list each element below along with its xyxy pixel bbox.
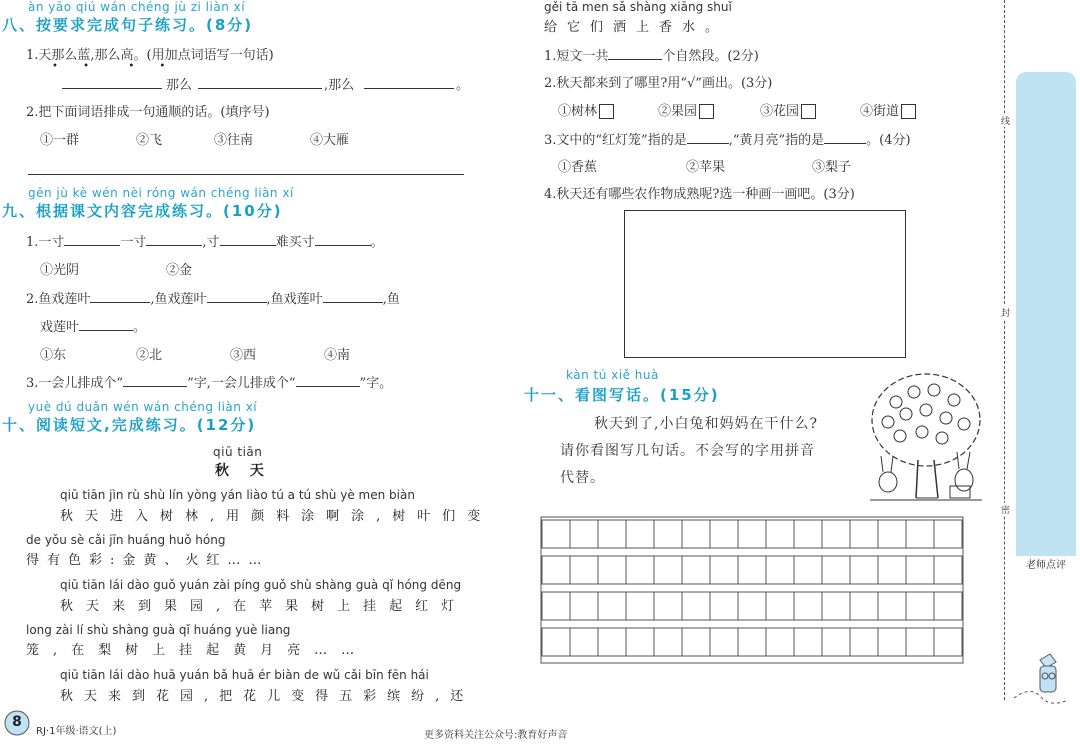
poem-line: 得有色彩:金黄、火红…… — [26, 553, 270, 568]
grid-cell[interactable] — [878, 628, 906, 656]
grid-cell[interactable] — [738, 520, 766, 548]
grid-cell[interactable] — [654, 592, 682, 620]
grid-cell[interactable] — [738, 628, 766, 656]
grid-cell[interactable] — [598, 556, 626, 584]
option: ①东 — [40, 348, 67, 363]
grid-cell[interactable] — [570, 592, 598, 620]
binding-cut-line — [1004, 0, 1005, 700]
grid-cell[interactable] — [682, 628, 710, 656]
grid-cell[interactable] — [654, 556, 682, 584]
option: ④南 — [324, 348, 351, 363]
grid-cell[interactable] — [626, 556, 654, 584]
grid-cell[interactable] — [598, 592, 626, 620]
grid-cell[interactable] — [906, 592, 934, 620]
s11-pinyin: kàn tú xiě huà — [566, 368, 659, 382]
grid-cell[interactable] — [850, 592, 878, 620]
s9-pinyin: gēn jù kè wén nèi róng wán chéng liàn xí — [28, 186, 294, 200]
footer-notice: 更多资料关注公众号:教育好声音 — [424, 730, 568, 741]
s9-q2: 2.鱼戏莲叶 ,鱼戏莲叶 ,鱼戏莲叶 ,鱼 — [26, 292, 400, 307]
grid-cell[interactable] — [878, 556, 906, 584]
grid-cell[interactable] — [766, 628, 794, 656]
poem-cont-pinyin: gěi tā men sǎ shàng xiāng shuǐ — [544, 0, 732, 14]
s9-title: 九、根据课文内容完成练习。(10分) — [2, 202, 283, 220]
poem-title-pinyin: qiū tiān — [213, 445, 263, 459]
s10-q4: 4.秋天还有哪些农作物成熟呢?选一种画一画吧。(3分) — [544, 187, 855, 202]
grid-cell[interactable] — [626, 520, 654, 548]
s8-pinyin: àn yāo qiú wán chéng jù zi liàn xí — [28, 0, 246, 14]
option: ②北 — [136, 348, 163, 363]
option: ①香蕉 — [558, 160, 598, 175]
s10-q1: 1.短文一共 个自然段。(2分) — [544, 49, 759, 64]
grid-cell[interactable] — [822, 592, 850, 620]
grid-cell[interactable] — [766, 520, 794, 548]
checkbox-option[interactable]: ④街道 — [860, 100, 916, 119]
grid-cell[interactable] — [542, 628, 570, 656]
book-label: RJ·1年级·语文(上) — [36, 726, 117, 737]
pencil-mascot-icon — [1010, 650, 1076, 712]
grid-cell[interactable] — [794, 556, 822, 584]
grid-cell[interactable] — [710, 592, 738, 620]
s8-q1-end: 。 — [456, 78, 470, 93]
drawing-box[interactable] — [624, 210, 906, 358]
s8-q1-mid2: ,那么 — [324, 78, 355, 93]
checkbox-option[interactable]: ②果园 — [658, 100, 714, 119]
option: ②飞 — [136, 133, 163, 148]
poem-line-pinyin: de yǒu sè cǎi jīn huáng huǒ hóng — [26, 533, 226, 547]
answer-line[interactable] — [28, 174, 464, 175]
answer-line[interactable] — [62, 88, 162, 89]
grid-cell[interactable] — [794, 628, 822, 656]
poem-line-pinyin: qiū tiān lái dào guǒ yuán zài píng guǒ shù shàng guà qǐ hóng dēng — [60, 578, 462, 592]
grid-cell[interactable] — [542, 520, 570, 548]
grid-cell[interactable] — [850, 628, 878, 656]
option: ④大雁 — [310, 133, 350, 148]
s10-q2: 2.秋天都来到了哪里?用“√”画出。(3分) — [544, 76, 773, 91]
grid-cell[interactable] — [934, 556, 962, 584]
emphasis-dots: • • • • — [52, 61, 177, 72]
option: ②金 — [166, 263, 193, 278]
grid-cell[interactable] — [654, 520, 682, 548]
poem-line-pinyin: qiū tiān jìn rù shù lín yòng yán liào tú a tú shù yè men biàn — [60, 488, 415, 502]
s11-text-3: 代替。 — [560, 470, 605, 486]
grid-cell[interactable] — [570, 520, 598, 548]
grid-cell[interactable] — [654, 628, 682, 656]
grid-cell[interactable] — [598, 628, 626, 656]
cut-mark: 密 — [1001, 503, 1010, 516]
s11-title: 十一、看图写话。(15分) — [524, 386, 720, 404]
grid-cell[interactable] — [934, 592, 962, 620]
grid-cell[interactable] — [710, 628, 738, 656]
grid-cell[interactable] — [850, 520, 878, 548]
tree-rabbit-illustration — [866, 370, 986, 504]
poem-line-pinyin: qiū tiān lái dào huā yuán bǎ huā ér biàn de wǔ cǎi bīn fēn hái — [60, 668, 429, 682]
grid-cell[interactable] — [542, 592, 570, 620]
grid-cell[interactable] — [766, 556, 794, 584]
grid-cell[interactable] — [878, 520, 906, 548]
grid-cell[interactable] — [570, 628, 598, 656]
grid-cell[interactable] — [626, 592, 654, 620]
s10-pinyin: yuè dú duǎn wén wán chéng liàn xí — [28, 400, 258, 414]
grid-cell[interactable] — [710, 520, 738, 548]
teacher-comment-panel — [1016, 72, 1076, 575]
grid-cell[interactable] — [878, 592, 906, 620]
grid-cell[interactable] — [738, 592, 766, 620]
poem-line: 秋天来到果园,在苹果树上挂起红灯 — [60, 599, 468, 614]
s10-q3: 3.文中的“红灯笼”指的是 ,“黄月亮”指的是 。(4分) — [544, 133, 911, 148]
s8-title: 八、按要求完成句子练习。(8分) — [2, 16, 254, 34]
writing-grid[interactable] — [540, 516, 966, 666]
grid-cell[interactable] — [542, 556, 570, 584]
grid-cell[interactable] — [906, 520, 934, 548]
page-number: 8 — [12, 714, 22, 730]
option: ①一群 — [40, 133, 80, 148]
s11-text-1: 秋天到了,小白兔和妈妈在干什么? — [594, 416, 818, 432]
poem-cont: 给它们洒上香水。 — [544, 20, 729, 35]
grid-cell[interactable] — [794, 520, 822, 548]
teacher-comment-label: 老师点评 — [1016, 556, 1076, 575]
cut-mark: 线 — [1001, 114, 1010, 127]
answer-line[interactable] — [364, 88, 454, 89]
checkbox-option[interactable]: ③花园 — [760, 100, 816, 119]
grid-cell[interactable] — [934, 520, 962, 548]
option: ②苹果 — [686, 160, 726, 175]
grid-cell[interactable] — [934, 628, 962, 656]
s9-q2-cont: 戏莲叶 。 — [40, 320, 147, 335]
grid-cell[interactable] — [822, 520, 850, 548]
grid-cell[interactable] — [682, 520, 710, 548]
grid-cell[interactable] — [822, 628, 850, 656]
grid-cell[interactable] — [570, 556, 598, 584]
s8-q1-mid: 那么 — [166, 78, 193, 93]
s9-q1: 1.一寸 一寸 ,寸 难买寸 。 — [26, 235, 384, 250]
option: ③梨子 — [812, 160, 852, 175]
grid-cell[interactable] — [794, 592, 822, 620]
grid-cell[interactable] — [738, 556, 766, 584]
grid-cell[interactable] — [906, 556, 934, 584]
cut-mark: 封 — [1001, 306, 1010, 319]
option: ③西 — [230, 348, 257, 363]
grid-cell[interactable] — [598, 520, 626, 548]
s10-title: 十、阅读短文,完成练习。(12分) — [2, 416, 257, 434]
poem-line: 秋天进入树林,用颜料涂啊涂,树叶们变 — [60, 509, 493, 524]
grid-cell[interactable] — [850, 556, 878, 584]
s9-q3: 3.一会儿排成个“ ”字,一会儿排成个“ ”字。 — [26, 376, 393, 391]
s8-q1: 1.天那么蓝,那么高。(用加点词语写一句话) — [26, 48, 274, 63]
answer-line[interactable] — [198, 88, 322, 89]
grid-cell[interactable] — [626, 628, 654, 656]
poem-title: 秋 天 — [215, 463, 272, 479]
option: ③往南 — [214, 133, 254, 148]
s8-q2: 2.把下面词语排成一句通顺的话。(填序号) — [26, 105, 270, 120]
option: ①光阴 — [40, 263, 80, 278]
checkbox-option[interactable]: ①树林 — [558, 100, 614, 119]
grid-cell[interactable] — [682, 592, 710, 620]
grid-cell[interactable] — [766, 592, 794, 620]
grid-cell[interactable] — [710, 556, 738, 584]
grid-cell[interactable] — [682, 556, 710, 584]
grid-cell[interactable] — [906, 628, 934, 656]
poem-line-pinyin: long zài lí shù shàng guà qǐ huáng yuè liang — [26, 623, 291, 637]
s11-text-2: 请你看图写几句话。不会写的字用拼音 — [560, 443, 815, 459]
grid-cell[interactable] — [822, 556, 850, 584]
poem-line: 秋天来到花园,把花儿变得五彩缤纷,还 — [60, 689, 475, 704]
poem-line: 笼,在梨树上挂起黄月亮…… — [26, 643, 369, 658]
